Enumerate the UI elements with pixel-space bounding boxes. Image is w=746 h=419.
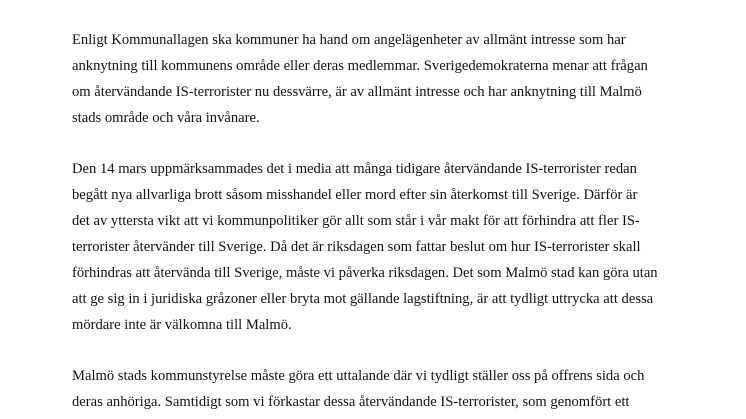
paragraph-3	[72, 363, 692, 415]
paragraph-line: Malmö stads kommunstyrelse måste göra ett uttalande där vi tydligt ställer oss på offrens sida och	[72, 368, 645, 384]
paragraph-line: att ge sig in i juridiska gråzoner eller bryta mot gällande lagstiftning, är att tydligt uttrycka att dessa	[72, 291, 654, 307]
paragraph-line: anknytning till kommunens område eller deras medlemmar. Sverigedemokraterna menar att frågan	[72, 58, 648, 74]
paragraph-line: stads område och våra invånare.	[72, 110, 260, 126]
paragraph-line: om återvändande IS-terrorister nu dessvärre, är av allmänt intresse och har anknytning till Malmö	[72, 84, 642, 100]
paragraph-line: terrorister återvänder till Sverige. Då det är riksdagen som fattar beslut om hur IS-terrorister skall	[72, 239, 641, 255]
paragraph-line: begått nya allvarliga brott såsom misshandel eller mord efter sin återkomst till Sverige. Därför är	[72, 187, 638, 203]
paragraph-line: mördare inte är välkomna till Malmö.	[72, 317, 292, 333]
paragraph-line: Enligt Kommunallagen ska kommuner ha hand om angelägenheter av allmänt intresse som har	[72, 32, 626, 48]
paragraph-1	[72, 27, 692, 131]
paragraph-2	[72, 156, 692, 338]
paragraph-line: Den 14 mars uppmärksammades det i media att många tidigare återvändande IS-terrorister redan	[72, 161, 637, 177]
paragraph-line: deras anhöriga. Samtidigt som vi förkastar dessa återvändande IS-terrorister, som genomfört ett	[72, 394, 630, 410]
paragraph-line: förhindras att återvända till Sverige, måste vi påverka riksdagen. Det som Malmö stad kan göra utan	[72, 265, 658, 281]
paragraph-line: det av yttersta vikt att vi kommunpolitiker gör allt som står i vår makt för att förhindra att fler IS-	[72, 213, 640, 229]
